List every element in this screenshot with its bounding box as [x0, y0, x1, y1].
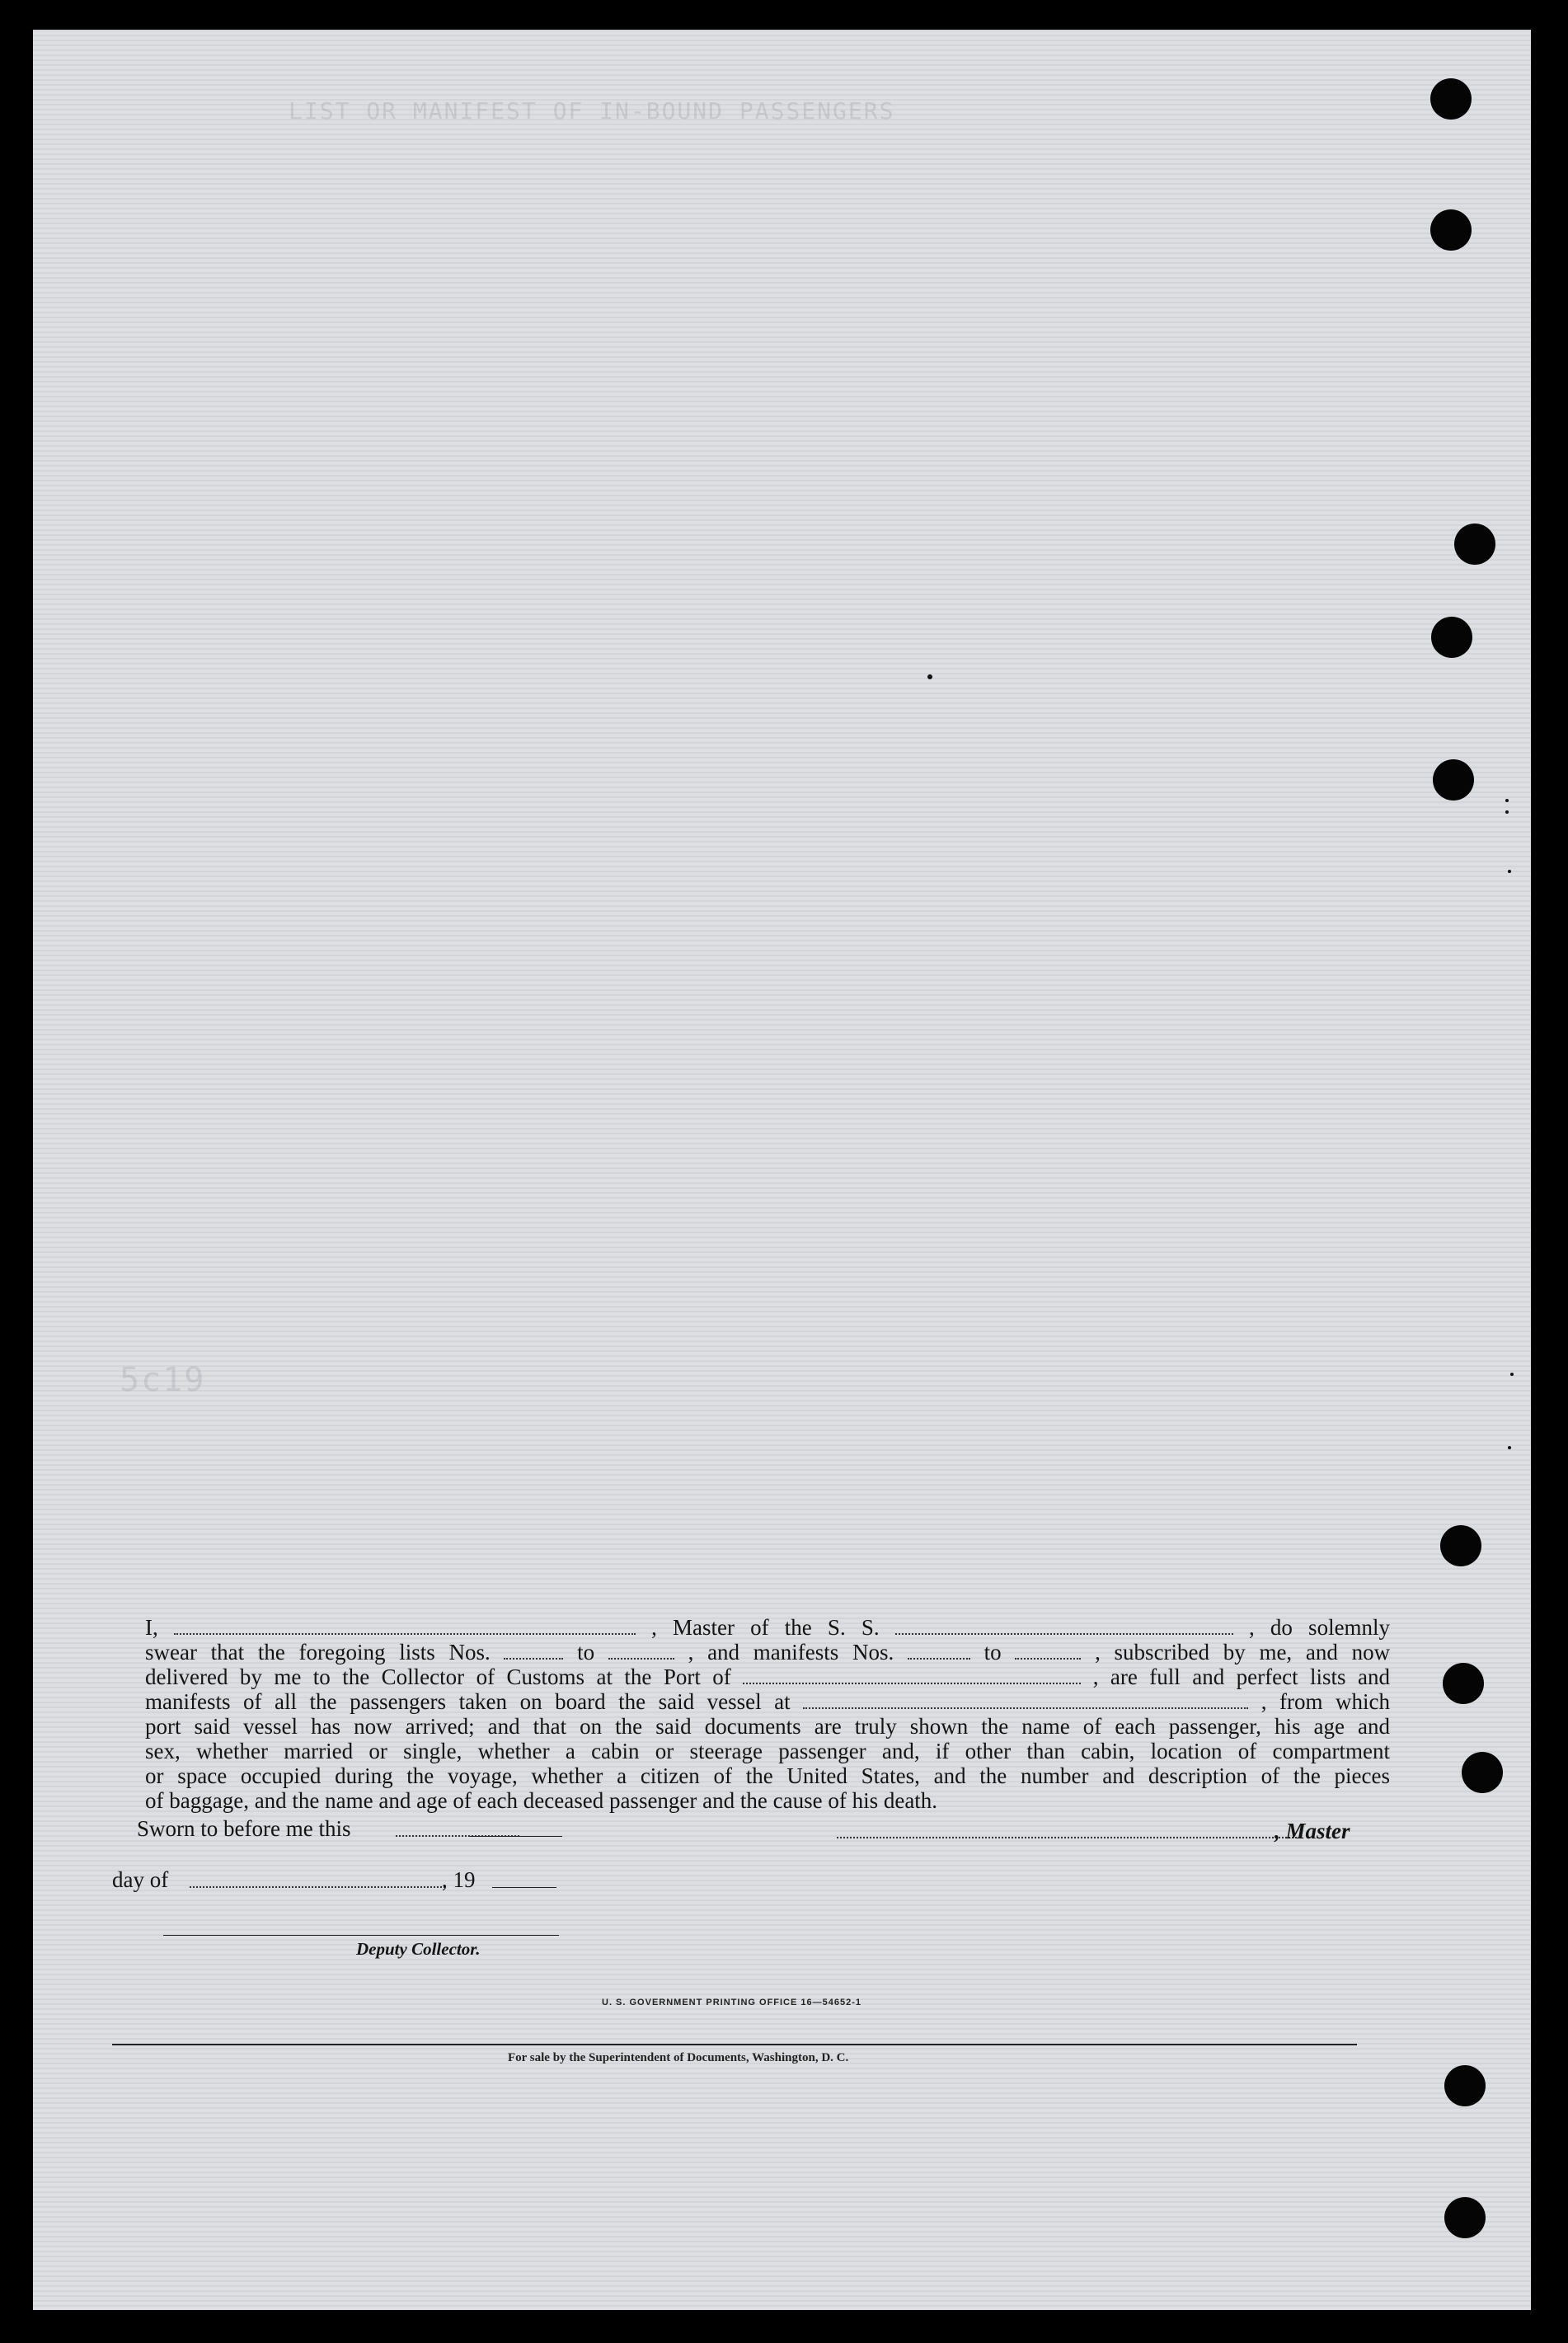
- oath-text: , and manifests Nos.: [688, 1640, 894, 1665]
- master-signature-blank: [837, 1837, 1300, 1838]
- punch-hole: [1430, 209, 1472, 251]
- document-page: [33, 30, 1531, 2310]
- master-label: , Master: [1275, 1819, 1350, 1843]
- oath-line-6: sex, whether married or single, whether a cabin or steerage passenger and, if other than cabin, location of compartment: [145, 1739, 1390, 1763]
- day-month-blank: [190, 1886, 445, 1888]
- oath-text: , from which: [1261, 1689, 1390, 1714]
- day-of-label: day of: [112, 1867, 169, 1892]
- embark-port-blank: [803, 1691, 1248, 1709]
- year-blank: [492, 1887, 556, 1888]
- list-to-blank: [608, 1641, 674, 1660]
- manifest-from-blank: [908, 1641, 970, 1660]
- speck: [1508, 1446, 1511, 1449]
- sworn-date-underline: [470, 1836, 562, 1837]
- punch-hole: [1454, 524, 1495, 565]
- oath-text: to: [577, 1640, 595, 1665]
- oath-line-8: of baggage, and the name and age of each deceased passenger and the cause of his death.: [145, 1788, 938, 1813]
- speck: [1510, 1373, 1514, 1376]
- oath-paragraph: [145, 1615, 1390, 1813]
- port-blank: [743, 1666, 1081, 1684]
- faded-page-mark: 5c19: [120, 1361, 206, 1399]
- oath-text: , do solemnly: [1248, 1615, 1391, 1640]
- oath-text: swear that the foregoing lists Nos.: [145, 1640, 491, 1665]
- punch-hole: [1431, 617, 1472, 658]
- oath-line-4: [145, 1689, 1390, 1714]
- punch-hole: [1443, 1663, 1484, 1704]
- oath-text: manifests of all the passengers taken on board the said vessel at: [145, 1689, 791, 1714]
- punch-hole: [1444, 2197, 1486, 2238]
- deputy-collector-label: Deputy Collector.: [356, 1939, 481, 1959]
- oath-text: to: [984, 1640, 1002, 1665]
- oath-text: delivered by me to the Collector of Customs at the Port of: [145, 1665, 731, 1689]
- oath-text: I,: [145, 1615, 158, 1640]
- manifest-to-blank: [1015, 1641, 1081, 1660]
- sale-notice: For sale by the Superintendent of Documents, Washington, D. C.: [508, 2051, 849, 2064]
- oath-line-1: [145, 1615, 1390, 1640]
- gpo-imprint: U. S. GOVERNMENT PRINTING OFFICE 16—54652-1: [602, 1998, 862, 2007]
- sworn-label: Sworn to before me this: [137, 1816, 351, 1841]
- speck: [1505, 799, 1509, 802]
- deputy-signature-line: [163, 1935, 559, 1936]
- oath-line-5: port said vessel has now arrived; and that on the said documents are truly shown the name of each passenger, his age and: [145, 1714, 1390, 1739]
- punch-hole: [1440, 1525, 1481, 1566]
- speck: [927, 674, 932, 679]
- punch-hole: [1433, 759, 1474, 801]
- oath-text: , subscribed by me, and now: [1095, 1640, 1391, 1665]
- punch-hole: [1430, 78, 1472, 120]
- oath-line-2: [145, 1640, 1390, 1665]
- punch-hole: [1444, 2065, 1486, 2106]
- punch-hole: [1462, 1752, 1503, 1793]
- year-label: , 19: [442, 1867, 476, 1892]
- oath-line-7: or space occupied during the voyage, whether a citizen of the United States, and the number and description of the pieces: [145, 1763, 1390, 1788]
- speck: [1505, 810, 1509, 814]
- footer-rule: [112, 2044, 1357, 2045]
- oath-line-3: [145, 1665, 1390, 1689]
- speck: [1508, 870, 1511, 873]
- oath-text: , Master of the S. S.: [651, 1615, 880, 1640]
- list-from-blank: [504, 1641, 563, 1660]
- faded-header-text: LIST OR MANIFEST OF IN-BOUND PASSENGERS: [289, 97, 895, 124]
- vessel-name-blank: [895, 1617, 1233, 1635]
- master-name-blank: [174, 1617, 636, 1635]
- oath-text: , are full and perfect lists and: [1092, 1665, 1390, 1689]
